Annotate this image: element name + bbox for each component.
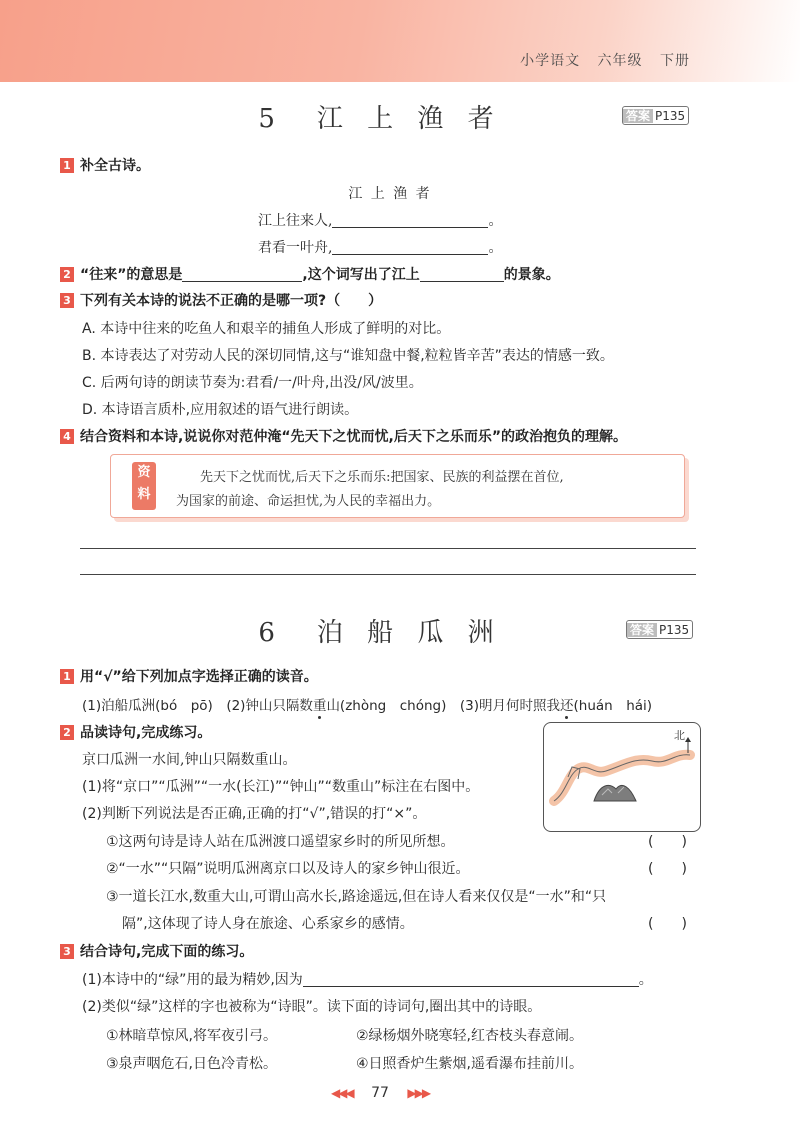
statement-2: ②“一水”“只隔”说明瓜洲离京口以及诗人的家乡钟山很近。 xyxy=(106,861,470,877)
statement-3a: ③一道长江水,数重大山,可谓山高水长,路途遥远,但在诗人看来仅仅是“一水”和“只 xyxy=(106,889,607,905)
lesson5-answer-badge[interactable] xyxy=(622,106,689,125)
map-drawing xyxy=(544,723,700,831)
question-text: 的景象。 xyxy=(503,267,560,283)
fill-blank[interactable] xyxy=(303,972,639,987)
question-number: 2 xyxy=(60,267,74,282)
poem-line-2 xyxy=(258,237,502,257)
question-number: 2 xyxy=(60,725,74,740)
item-text: 山(zhòng chóng) (3)明月何时照我 xyxy=(326,698,560,714)
question-prompt: 补全古诗。 xyxy=(80,158,150,174)
pronunciation-items xyxy=(82,694,652,714)
option-b[interactable]: B. 本诗表达了对劳动人民的深切同情,这与“谁知盘中餐,粒粒皆辛苦”表达的情感一致。 xyxy=(82,348,614,364)
sub-question-text: (1)本诗中的“绿”用的最为精妙,因为 xyxy=(82,972,303,988)
fill-blank[interactable] xyxy=(182,267,302,282)
item-text: (1)泊船瓜洲(bó pō) (2)钟山只隔数 xyxy=(82,698,313,714)
poem-lines: 京口瓜洲一水间,钟山只隔数重山。 xyxy=(82,752,297,768)
q3-sub-1 xyxy=(82,969,653,989)
answer-line[interactable] xyxy=(80,574,696,575)
river-map[interactable] xyxy=(543,722,701,832)
answer-tag: 答案 xyxy=(623,109,653,123)
sub-question-2: (2)判断下列说法是否正确,正确的打“√”,错误的打“×”。 xyxy=(82,806,427,822)
lesson5-q3 xyxy=(60,290,382,310)
period: 。 xyxy=(638,972,653,988)
running-head xyxy=(508,50,690,70)
period: 。 xyxy=(488,213,503,229)
fill-blank[interactable] xyxy=(332,240,488,255)
dotted-char: 还 xyxy=(560,698,574,714)
question-prompt: 结合资料和本诗,说说你对范仲淹“先天下之忧而忧,后天下之乐而乐”的政治抱负的理解。 xyxy=(80,429,628,445)
poem-item-4[interactable]: ④日照香炉生紫烟,遥看瀑布挂前川。 xyxy=(356,1056,584,1072)
item-text: (huán hái) xyxy=(573,698,653,714)
right-arrows-icon: ▶▶▶ xyxy=(407,1086,430,1100)
answer-line[interactable] xyxy=(80,548,696,549)
reference-line-2: 为国家的前途、命运担忧,为人民的幸福出力。 xyxy=(176,494,441,509)
question-text: “往来”的意思是 xyxy=(80,267,183,283)
question-prompt: 结合诗句,完成下面的练习。 xyxy=(80,944,254,960)
reference-line-1: 先天下之忧而忧,后天下之乐而乐:把国家、民族的利益摆在首位, xyxy=(200,470,564,485)
option-a[interactable]: A. 本诗中往来的吃鱼人和艰辛的捕鱼人形成了鲜明的对比。 xyxy=(82,321,451,337)
lesson6-q3 xyxy=(60,941,253,961)
lesson6-q2 xyxy=(60,722,211,742)
statement-1: ①这两句诗是诗人站在瓜洲渡口遥望家乡时的所见所想。 xyxy=(106,834,455,850)
poem-line-text: 君看一叶舟, xyxy=(258,240,333,256)
page-number-value: 77 xyxy=(371,1085,389,1101)
judgement-paren[interactable]: ( ) xyxy=(648,834,687,850)
lesson5-title: 5 江 上 渔 者 xyxy=(258,104,502,134)
reference-tab: 资料 xyxy=(132,462,156,510)
north-label: 北 xyxy=(674,729,685,742)
answer-tag: 答案 xyxy=(627,623,657,637)
left-arrows-icon: ◀◀◀ xyxy=(330,1086,353,1100)
answer-page: P135 xyxy=(659,623,690,637)
poem-item-3[interactable]: ③泉声咽危石,日色冷青松。 xyxy=(106,1056,278,1072)
lesson5-q1 xyxy=(60,155,150,175)
volume-label: 下册 xyxy=(660,53,690,69)
question-prompt: 用“√”给下列加点字选择正确的读音。 xyxy=(80,669,318,685)
judgement-paren[interactable]: ( ) xyxy=(648,861,687,877)
q3-sub-2: (2)类似“绿”这样的字也被称为“诗眼”。读下面的诗词句,圈出其中的诗眼。 xyxy=(82,999,542,1015)
lesson6-q1 xyxy=(60,666,318,686)
question-text: ,这个词写出了江上 xyxy=(302,267,420,283)
lesson6-answer-badge[interactable] xyxy=(626,620,693,639)
question-number: 1 xyxy=(60,158,74,173)
fill-blank[interactable] xyxy=(332,213,488,228)
poem-line-1 xyxy=(258,210,502,230)
question-prompt: 下列有关本诗的说法不正确的是哪一项?（ ） xyxy=(80,293,383,309)
poem-title: 江 上 渔 者 xyxy=(348,186,432,202)
page-number xyxy=(0,1085,760,1101)
question-number: 1 xyxy=(60,669,74,684)
grade-label: 六年级 xyxy=(597,53,643,69)
subject-label: 小学语文 xyxy=(520,53,581,69)
lesson6-title: 6 泊 船 瓜 洲 xyxy=(258,618,502,648)
lesson5-q2 xyxy=(60,264,560,284)
poem-item-2[interactable]: ②绿杨烟外晓寒轻,红杏枝头春意闹。 xyxy=(356,1028,584,1044)
option-c[interactable]: C. 后两句诗的朗读节奏为:君看/一/叶舟,出没/风/波里。 xyxy=(82,375,423,391)
period: 。 xyxy=(488,240,503,256)
judgement-paren[interactable]: ( ) xyxy=(648,916,687,932)
question-number: 3 xyxy=(60,293,74,308)
poem-item-1[interactable]: ①林暗草惊风,将军夜引弓。 xyxy=(106,1028,278,1044)
sub-question-1: (1)将“京口”“瓜洲”“一水(长江)”“钟山”“数重山”标注在右图中。 xyxy=(82,779,480,795)
dotted-char: 重 xyxy=(312,698,327,714)
question-number: 3 xyxy=(60,944,74,959)
statement-3b: 隔”,这体现了诗人身在旅途、心系家乡的感情。 xyxy=(122,916,414,932)
poem-line-text: 江上往来人, xyxy=(258,213,333,229)
lesson5-q4 xyxy=(60,426,627,446)
question-prompt: 品读诗句,完成练习。 xyxy=(80,725,212,741)
fill-blank[interactable] xyxy=(420,267,504,282)
question-number: 4 xyxy=(60,429,74,444)
option-d[interactable]: D. 本诗语言质朴,应用叙述的语气进行朗读。 xyxy=(82,402,359,418)
answer-page: P135 xyxy=(655,109,686,123)
